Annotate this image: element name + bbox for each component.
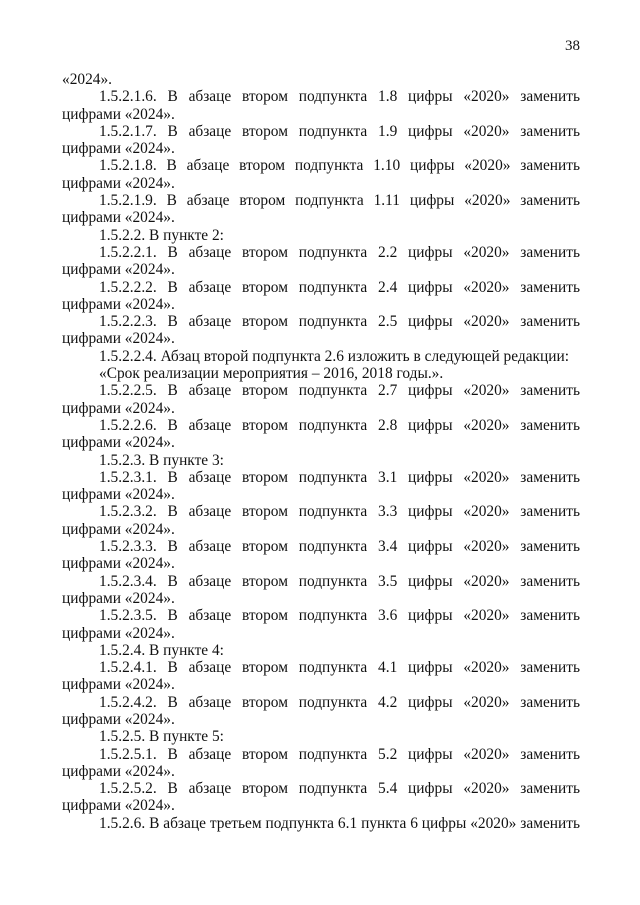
- paragraph: 1.5.2.6. В абзаце третьем подпункта 6.1 пункта 6 цифры «2020» заменить: [99, 814, 580, 832]
- paragraph: 1.5.2.1.9. В абзаце втором подпункта 1.11 цифры «2020» заменить цифрами «2024».: [62, 192, 580, 227]
- paragraph: «2024».: [62, 71, 113, 88]
- paragraph: 1.5.2.5.1. В абзаце втором подпункта 5.2 цифры «2020» заменить цифрами «2024».: [62, 745, 580, 780]
- paragraph: 1.5.2.2. В пункте 2:: [99, 226, 224, 244]
- document-body: [62, 71, 580, 832]
- paragraph: 1.5.2.5.2. В абзаце втором подпункта 5.4 цифры «2020» заменить цифрами «2024».: [62, 780, 580, 815]
- paragraph: 1.5.2.5. В пункте 5:: [99, 728, 224, 746]
- paragraph: 1.5.2.2.6. В абзаце втором подпункта 2.8 цифры «2020» заменить цифрами «2024».: [62, 416, 580, 452]
- paragraph: 1.5.2.3.2. В абзаце втором подпункта 3.3 цифры «2020» заменить цифрами «2024».: [62, 503, 580, 538]
- paragraph: 1.5.2.1.7. В абзаце втором подпункта 1.9 цифры «2020» заменить цифрами «2024».: [62, 122, 580, 158]
- paragraph: 1.5.2.2.5. В абзаце втором подпункта 2.7 цифры «2020» заменить цифрами «2024».: [62, 382, 580, 417]
- paragraph: 1.5.2.3. В пункте 3:: [99, 451, 224, 469]
- paragraph: 1.5.2.4.1. В абзаце втором подпункта 4.1 цифры «2020» заменить цифрами «2024».: [62, 659, 580, 694]
- paragraph: 1.5.2.3.3. В абзаце втором подпункта 3.4 цифры «2020» заменить цифрами «2024».: [62, 538, 580, 573]
- paragraph: 1.5.2.1.6. В абзаце втором подпункта 1.8 цифры «2020» заменить цифрами «2024».: [62, 88, 580, 123]
- paragraph: 1.5.2.2.3. В абзаце втором подпункта 2.5 цифры «2020» заменить цифрами «2024».: [62, 313, 580, 348]
- paragraph: 1.5.2.4. В пункте 4:: [99, 641, 224, 659]
- paragraph: 1.5.2.2.4. Абзац второй подпункта 2.6 изложить в следующей редакции:: [99, 347, 569, 365]
- paragraph: 1.5.2.3.1. В абзаце втором подпункта 3.1 цифры «2020» заменить цифрами «2024».: [62, 468, 580, 504]
- paragraph: «Срок реализации мероприятия – 2016, 2018 годы.».: [99, 365, 444, 383]
- paragraph: 1.5.2.4.2. В абзаце втором подпункта 4.2 цифры «2020» заменить цифрами «2024».: [62, 693, 580, 728]
- paragraph: 1.5.2.1.8. В абзаце втором подпункта 1.10 цифры «2020» заменить цифрами «2024».: [62, 157, 580, 192]
- paragraph: 1.5.2.3.4. В абзаце втором подпункта 3.5 цифры «2020» заменить цифрами «2024».: [62, 572, 580, 607]
- paragraph: 1.5.2.3.5. В абзаце втором подпункта 3.6 цифры «2020» заменить цифрами «2024».: [62, 607, 580, 642]
- page-number: 38: [565, 38, 580, 54]
- paragraph: 1.5.2.2.2. В абзаце втором подпункта 2.4 цифры «2020» заменить цифрами «2024».: [62, 278, 580, 313]
- paragraph: 1.5.2.2.1. В абзаце втором подпункта 2.2 цифры «2020» заменить цифрами «2024».: [62, 243, 580, 279]
